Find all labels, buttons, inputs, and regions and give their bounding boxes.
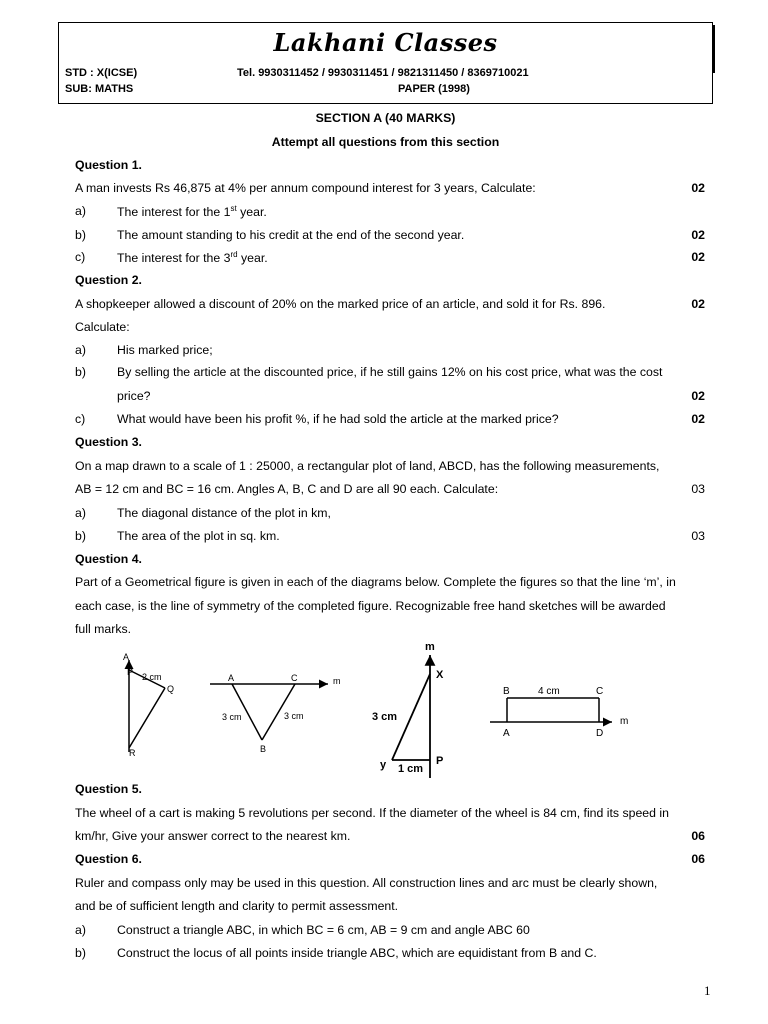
q2-heading: Question 2. bbox=[75, 273, 142, 287]
q1-b-marks: 02 bbox=[691, 228, 705, 242]
q2-c-label: c) bbox=[75, 412, 86, 426]
fig3-label-m: m bbox=[425, 641, 435, 653]
q6-heading-marks: 06 bbox=[691, 852, 705, 866]
q3-b-label: b) bbox=[75, 529, 86, 543]
section-instruction: Attempt all questions from this section bbox=[271, 135, 500, 149]
paper-label: PAPER (1998) bbox=[398, 83, 470, 95]
fig2-label-m: m bbox=[333, 676, 341, 686]
q3-line2: AB = 12 cm and BC = 16 cm. Angles A, B, C and D are all 90 each. Calculate: bbox=[75, 482, 499, 496]
fig3-side-len: 3 cm bbox=[372, 711, 398, 723]
q2-stem: A shopkeeper allowed a discount of 20% on the marked price of an article, and sold it for Rs. 896. bbox=[75, 297, 606, 311]
fig1-len: 2 cm bbox=[142, 672, 162, 682]
q4-heading: Question 4. bbox=[75, 552, 142, 566]
fig2-label-a: A bbox=[228, 673, 235, 683]
q1-b-text: The amount standing to his credit at the end of the second year. bbox=[117, 228, 465, 242]
q5-marks: 06 bbox=[691, 829, 705, 843]
q1-c-text: The interest for the 3rd year. bbox=[117, 250, 268, 266]
q1-stem-marks: 02 bbox=[691, 181, 705, 195]
section-title: SECTION A (40 MARKS) bbox=[315, 111, 456, 125]
q6-heading: Question 6. bbox=[75, 852, 142, 866]
q3-line2-marks: 03 bbox=[691, 482, 705, 496]
q3-line1: On a map drawn to a scale of 1 : 25000, a rectangular plot of land, ABCD, has the following measurements, bbox=[75, 459, 660, 473]
figure-4 bbox=[490, 698, 612, 722]
q6-a-label: a) bbox=[75, 923, 86, 937]
q4-line2: each case, is the line of symmetry of the completed figure. Recognizable free hand sketches will be awarded bbox=[75, 599, 666, 613]
q2-stem-marks: 02 bbox=[691, 297, 705, 311]
q1-c-marks: 02 bbox=[691, 250, 705, 264]
q3-a-text: The diagonal distance of the plot in km, bbox=[117, 506, 331, 520]
fig1-label-q: Q bbox=[167, 684, 175, 694]
fig3-base-len: 1 cm bbox=[398, 763, 424, 775]
q5-line1: The wheel of a cart is making 5 revolutions per second. If the diameter of the wheel is 84 cm, find its speed in bbox=[75, 806, 669, 820]
q2-a-label: a) bbox=[75, 343, 86, 357]
q2-calculate: Calculate: bbox=[75, 320, 130, 334]
fig4-label-d: D bbox=[596, 728, 604, 739]
q1-heading: Question 1. bbox=[75, 158, 142, 172]
q5-heading: Question 5. bbox=[75, 782, 142, 796]
q1-a-label: a) bbox=[75, 204, 86, 218]
fig2-left-len: 3 cm bbox=[222, 712, 242, 722]
q1-c-label: c) bbox=[75, 250, 86, 264]
sub-label: SUB: MATHS bbox=[65, 83, 134, 95]
fig3-label-p: P bbox=[436, 755, 444, 767]
q4-line3: full marks. bbox=[75, 622, 132, 636]
q1-a-text: The interest for the 1st year. bbox=[117, 204, 267, 220]
q3-b-text: The area of the plot in sq. km. bbox=[117, 529, 280, 543]
page-number: 1 bbox=[704, 983, 711, 998]
q6-line2: and be of sufficient length and clarity to permit assessment. bbox=[75, 899, 399, 913]
fig1-label-p: P bbox=[127, 667, 134, 677]
q4-line1: Part of a Geometrical figure is given in each of the diagrams below. Complete the figures so that the line ‘m’, in bbox=[75, 575, 676, 589]
q2-c-text: What would have been his profit %, if he had sold the article at the marked price? bbox=[117, 412, 559, 426]
fig3-label-x: X bbox=[436, 669, 444, 681]
q2-b-text: By selling the article at the discounted price, if he still gains 12% on his cost price, what was the cost bbox=[117, 365, 663, 379]
q2-a-text: His marked price; bbox=[117, 343, 213, 357]
fig1-label-r: R bbox=[129, 748, 136, 758]
q6-b-text: Construct the locus of all points inside triangle ABC, which are equidistant from B and C. bbox=[117, 946, 597, 960]
q3-b-marks: 03 bbox=[691, 529, 705, 543]
q2-c-marks: 02 bbox=[691, 412, 705, 426]
q2-b-marks: 02 bbox=[691, 389, 705, 403]
q6-line1: Ruler and compass only may be used in this question. All construction lines and arc must be clearly shown, bbox=[75, 876, 658, 890]
fig4-label-b: B bbox=[503, 686, 510, 697]
fig2-label-b: B bbox=[260, 744, 267, 754]
q3-heading: Question 3. bbox=[75, 435, 142, 449]
q2-b-cont: price? bbox=[117, 389, 151, 403]
tel-label: Tel. 9930311452 / 9930311451 / 9821311450 / 8369710021 bbox=[237, 67, 529, 79]
fig4-label-c: C bbox=[596, 686, 604, 697]
q5-line2: km/hr, Give your answer correct to the nearest km. bbox=[75, 829, 351, 843]
brand-title: Lakhani Classes bbox=[273, 28, 498, 57]
fig4-label-m: m bbox=[620, 716, 629, 727]
fig3-label-y: y bbox=[380, 759, 387, 771]
q1-stem: A man invests Rs 46,875 at 4% per annum compound interest for 3 years, Calculate: bbox=[75, 181, 536, 195]
q6-b-label: b) bbox=[75, 946, 86, 960]
q2-b-label: b) bbox=[75, 365, 86, 379]
q6-a-text: Construct a triangle ABC, in which BC = 6 cm, AB = 9 cm and angle ABC 60 bbox=[117, 923, 530, 937]
std-label: STD : X(ICSE) bbox=[65, 67, 138, 79]
fig4-label-a: A bbox=[503, 728, 510, 739]
fig4-top-len: 4 cm bbox=[538, 686, 560, 697]
q3-a-label: a) bbox=[75, 506, 86, 520]
fig2-right-len: 3 cm bbox=[284, 711, 304, 721]
figure-3 bbox=[392, 655, 430, 778]
q1-b-label: b) bbox=[75, 228, 86, 242]
fig2-label-c: C bbox=[291, 673, 298, 683]
fig1-label-a: A bbox=[123, 652, 130, 662]
